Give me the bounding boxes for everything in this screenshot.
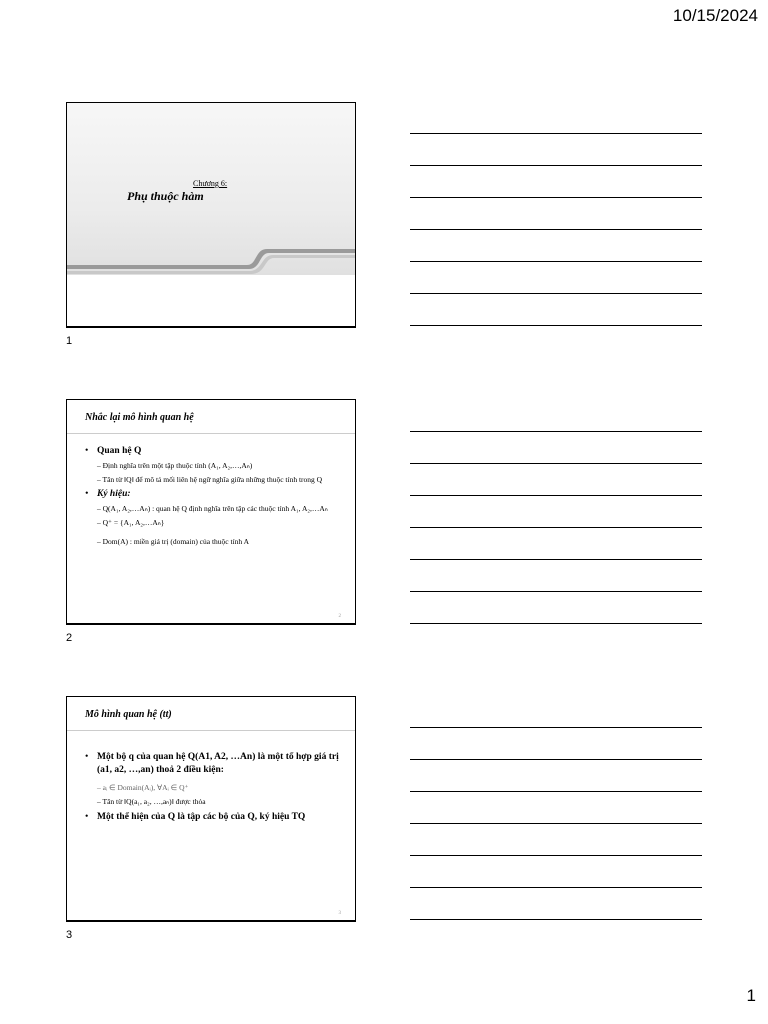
note-line (410, 463, 702, 464)
note-line (410, 133, 702, 134)
sub-bullet-item: – Q⁺ = {A₁, A₂,…Aₙ} (97, 518, 165, 528)
sub-bullet-item: – aᵢ ∈ Domain(Aᵢ), ∀Aᵢ ∈ Q⁺ (97, 782, 189, 792)
slide-3-thumbnail (66, 696, 356, 922)
notes-lines-2 (410, 431, 702, 655)
slide-index-3: 3 (66, 929, 73, 941)
notes-lines-1 (410, 133, 702, 357)
note-line (410, 165, 702, 166)
bullet-item: • Quan hệ Q (85, 446, 341, 456)
slide-2-thumbnail (66, 399, 356, 625)
slide-footer-number: 3 (338, 911, 341, 916)
slide-index-1: 1 (66, 335, 73, 347)
note-line (410, 591, 702, 592)
note-line (410, 527, 702, 528)
note-line (410, 791, 702, 792)
title-divider (67, 433, 355, 434)
slide-body (85, 751, 341, 829)
note-line (410, 325, 702, 326)
bullet-item: • Một thể hiện của Q là tập các bộ của Q, ký hiệu TQ (85, 811, 341, 824)
note-line (410, 623, 702, 624)
sub-bullet-item: – Q(A₁, A₂,…Aₙ) : quan hệ Q định nghĩa trên tập các thuộc tính A₁, A₂,…Aₙ (97, 504, 328, 514)
bullet-item: • Một bộ q của quan hệ Q(A1, A2, …An) là một tổ hợp giá trị (a1, a2, …,an) thoả 2 điều kiện: (85, 751, 341, 778)
note-line (410, 855, 702, 856)
sub-bullet-item: – Dom(A) : miền giá trị (domain) của thuộc tính A (97, 536, 250, 546)
note-line (410, 293, 702, 294)
notes-lines-3 (410, 727, 702, 951)
note-line (410, 887, 702, 888)
note-line (410, 919, 702, 920)
note-line (410, 495, 702, 496)
note-line (410, 229, 702, 230)
slide-body (85, 446, 341, 551)
bullet-item: • Ký hiệu: (85, 489, 341, 499)
note-line (410, 431, 702, 432)
slide-index-2: 2 (66, 632, 73, 644)
note-line (410, 823, 702, 824)
note-line (410, 559, 702, 560)
title-divider (67, 730, 355, 731)
slide-title: Nhắc lại mô hình quan hệ (85, 412, 194, 423)
chapter-title: Phụ thuộc hàm (127, 189, 204, 203)
note-line (410, 197, 702, 198)
note-line (410, 261, 702, 262)
decorative-wave (67, 241, 356, 281)
sub-bullet-item: – Định nghĩa trên một tập thuộc tính (A₁, A₂,…,Aₙ) (97, 461, 253, 470)
note-line (410, 759, 702, 760)
chapter-label: Chương 6: (193, 179, 228, 188)
sub-bullet-item: – Tân từ ‖Q‖ để mô tả mối liên hệ ngữ nghĩa giữa những thuộc tính trong Q (97, 475, 323, 485)
header-date: 10/15/2024 (672, 6, 758, 25)
page-number: 1 (746, 986, 756, 1005)
slide-1-thumbnail (66, 102, 356, 328)
sub-bullet-item: – Tân từ ‖Q(a₁, a₂, …,aₙ)‖ được thỏa (97, 796, 206, 806)
note-line (410, 727, 702, 728)
slide-footer-number: 2 (338, 614, 341, 619)
slide-title: Mô hình quan hệ (tt) (85, 709, 172, 720)
